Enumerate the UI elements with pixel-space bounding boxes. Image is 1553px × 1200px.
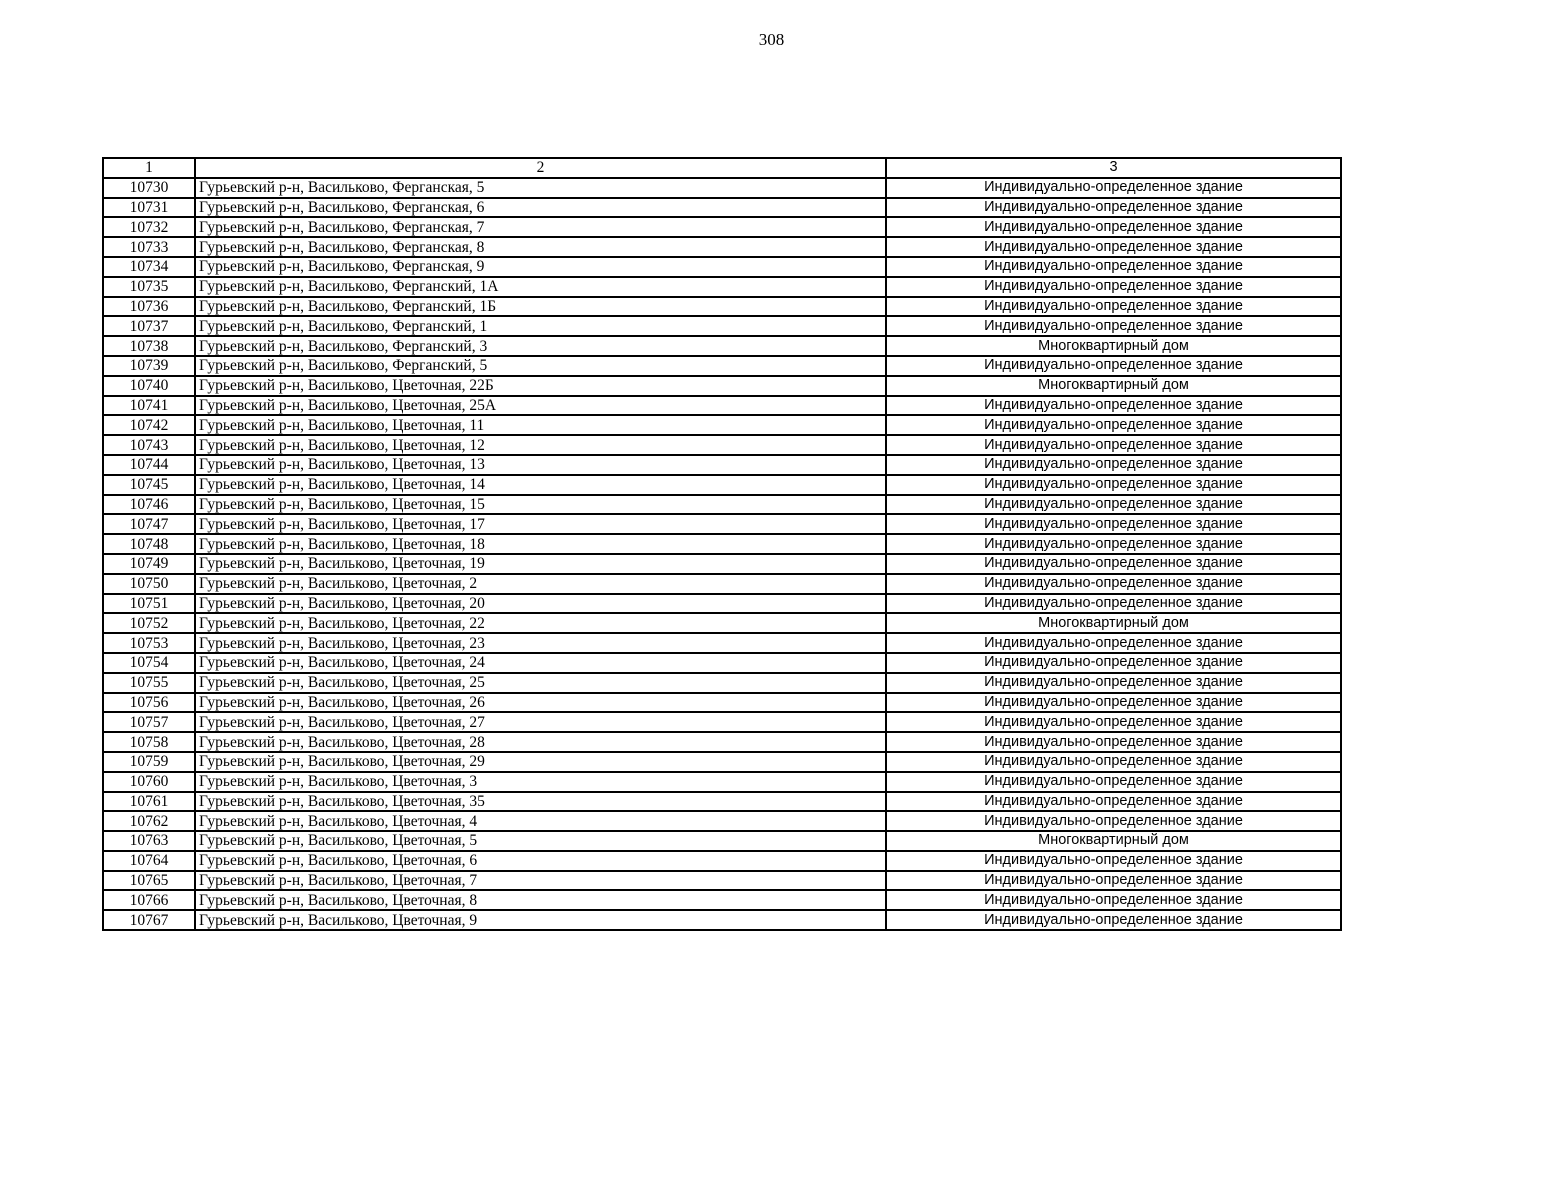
- object-type-cell: Индивидуально-определенное здание: [886, 514, 1341, 534]
- table-row: [103, 237, 1341, 257]
- address-cell: Гурьевский р-н, Васильково, Ферганская, 6: [195, 198, 886, 218]
- row-number-cell: 10738: [103, 336, 195, 356]
- row-number-cell: 10749: [103, 554, 195, 574]
- table-row: [103, 396, 1341, 416]
- table-row: [103, 554, 1341, 574]
- address-cell: Гурьевский р-н, Васильково, Цветочная, 18: [195, 534, 886, 554]
- address-cell: Гурьевский р-н, Васильково, Цветочная, 9: [195, 910, 886, 930]
- address-cell: Гурьевский р-н, Васильково, Ферганская, 8: [195, 237, 886, 257]
- object-type-cell: Индивидуально-определенное здание: [886, 673, 1341, 693]
- table-row: [103, 712, 1341, 732]
- table-row: [103, 475, 1341, 495]
- table-row: [103, 495, 1341, 515]
- row-number-cell: 10734: [103, 257, 195, 277]
- row-number-cell: 10764: [103, 851, 195, 871]
- row-number-cell: 10765: [103, 871, 195, 891]
- address-cell: Гурьевский р-н, Васильково, Цветочная, 19: [195, 554, 886, 574]
- row-number-cell: 10756: [103, 693, 195, 713]
- object-type-cell: Многоквартирный дом: [886, 613, 1341, 633]
- address-cell: Гурьевский р-н, Васильково, Цветочная, 4: [195, 811, 886, 831]
- property-registry-table: [102, 157, 1342, 931]
- object-type-cell: Индивидуально-определенное здание: [886, 198, 1341, 218]
- object-type-cell: Индивидуально-определенное здание: [886, 890, 1341, 910]
- table-row: [103, 890, 1341, 910]
- row-number-cell: 10735: [103, 277, 195, 297]
- object-type-cell: Индивидуально-определенное здание: [886, 415, 1341, 435]
- row-number-cell: 10754: [103, 653, 195, 673]
- table-row: [103, 594, 1341, 614]
- row-number-cell: 10766: [103, 890, 195, 910]
- address-cell: Гурьевский р-н, Васильково, Ферганская, 5: [195, 178, 886, 198]
- row-number-cell: 10731: [103, 198, 195, 218]
- row-number-cell: 10736: [103, 297, 195, 317]
- table-row: [103, 871, 1341, 891]
- row-number-cell: 10741: [103, 396, 195, 416]
- object-type-cell: Индивидуально-определенное здание: [886, 435, 1341, 455]
- address-cell: Гурьевский р-н, Васильково, Цветочная, 20: [195, 594, 886, 614]
- table-row: [103, 198, 1341, 218]
- object-type-cell: Индивидуально-определенное здание: [886, 910, 1341, 930]
- table-row: [103, 376, 1341, 396]
- object-type-cell: Индивидуально-определенное здание: [886, 752, 1341, 772]
- row-number-cell: 10748: [103, 534, 195, 554]
- object-type-cell: Индивидуально-определенное здание: [886, 277, 1341, 297]
- address-cell: Гурьевский р-н, Васильково, Цветочная, 7: [195, 871, 886, 891]
- address-cell: Гурьевский р-н, Васильково, Цветочная, 12: [195, 435, 886, 455]
- address-cell: Гурьевский р-н, Васильково, Цветочная, 22Б: [195, 376, 886, 396]
- row-number-cell: 10744: [103, 455, 195, 475]
- row-number-cell: 10760: [103, 772, 195, 792]
- object-type-cell: Индивидуально-определенное здание: [886, 772, 1341, 792]
- row-number-cell: 10757: [103, 712, 195, 732]
- table-row: [103, 574, 1341, 594]
- table-row: [103, 851, 1341, 871]
- address-cell: Гурьевский р-н, Васильково, Цветочная, 5: [195, 831, 886, 851]
- table-row: [103, 217, 1341, 237]
- object-type-cell: Индивидуально-определенное здание: [886, 297, 1341, 317]
- object-type-cell: Индивидуально-определенное здание: [886, 316, 1341, 336]
- address-cell: Гурьевский р-н, Васильково, Цветочная, 28: [195, 732, 886, 752]
- table-row: [103, 514, 1341, 534]
- table-row: [103, 752, 1341, 772]
- table-header-row: [103, 158, 1341, 178]
- address-cell: Гурьевский р-н, Васильково, Ферганский, 3: [195, 336, 886, 356]
- address-cell: Гурьевский р-н, Васильково, Цветочная, 27: [195, 712, 886, 732]
- address-cell: Гурьевский р-н, Васильково, Цветочная, 35: [195, 792, 886, 812]
- table-row: [103, 435, 1341, 455]
- object-type-cell: Индивидуально-определенное здание: [886, 693, 1341, 713]
- row-number-cell: 10758: [103, 732, 195, 752]
- address-cell: Гурьевский р-н, Васильково, Ферганский, 5: [195, 356, 886, 376]
- row-number-cell: 10762: [103, 811, 195, 831]
- table-row: [103, 415, 1341, 435]
- table-row: [103, 534, 1341, 554]
- row-number-cell: 10753: [103, 633, 195, 653]
- address-cell: Гурьевский р-н, Васильково, Цветочная, 24: [195, 653, 886, 673]
- object-type-cell: Индивидуально-определенное здание: [886, 396, 1341, 416]
- row-number-cell: 10743: [103, 435, 195, 455]
- object-type-cell: Индивидуально-определенное здание: [886, 792, 1341, 812]
- address-cell: Гурьевский р-н, Васильково, Цветочная, 25А: [195, 396, 886, 416]
- address-cell: Гурьевский р-н, Васильково, Цветочная, 17: [195, 514, 886, 534]
- table-row: [103, 257, 1341, 277]
- table-row: [103, 673, 1341, 693]
- table-row: [103, 613, 1341, 633]
- object-type-cell: Индивидуально-определенное здание: [886, 554, 1341, 574]
- table-row: [103, 811, 1341, 831]
- object-type-cell: Индивидуально-определенное здание: [886, 732, 1341, 752]
- object-type-cell: Индивидуально-определенное здание: [886, 475, 1341, 495]
- row-number-cell: 10737: [103, 316, 195, 336]
- row-number-cell: 10747: [103, 514, 195, 534]
- table-row: [103, 910, 1341, 930]
- row-number-cell: 10740: [103, 376, 195, 396]
- address-cell: Гурьевский р-н, Васильково, Цветочная, 8: [195, 890, 886, 910]
- address-cell: Гурьевский р-н, Васильково, Ферганская, 9: [195, 257, 886, 277]
- table-row: [103, 455, 1341, 475]
- object-type-cell: Индивидуально-определенное здание: [886, 534, 1341, 554]
- table-row: [103, 316, 1341, 336]
- address-cell: Гурьевский р-н, Васильково, Цветочная, 29: [195, 752, 886, 772]
- column-header-3: 3: [886, 158, 1341, 178]
- address-cell: Гурьевский р-н, Васильково, Ферганский, 1А: [195, 277, 886, 297]
- row-number-cell: 10730: [103, 178, 195, 198]
- object-type-cell: Индивидуально-определенное здание: [886, 217, 1341, 237]
- table-row: [103, 693, 1341, 713]
- address-cell: Гурьевский р-н, Васильково, Цветочная, 3: [195, 772, 886, 792]
- object-type-cell: Индивидуально-определенное здание: [886, 811, 1341, 831]
- table-row: [103, 277, 1341, 297]
- object-type-cell: Индивидуально-определенное здание: [886, 851, 1341, 871]
- address-cell: Гурьевский р-н, Васильково, Ферганская, 7: [195, 217, 886, 237]
- address-cell: Гурьевский р-н, Васильково, Цветочная, 11: [195, 415, 886, 435]
- object-type-cell: Индивидуально-определенное здание: [886, 495, 1341, 515]
- address-cell: Гурьевский р-н, Васильково, Цветочная, 25: [195, 673, 886, 693]
- table-row: [103, 772, 1341, 792]
- object-type-cell: Индивидуально-определенное здание: [886, 574, 1341, 594]
- address-cell: Гурьевский р-н, Васильково, Цветочная, 26: [195, 693, 886, 713]
- table-row: [103, 732, 1341, 752]
- page-number: 308: [758, 30, 785, 49]
- address-cell: Гурьевский р-н, Васильково, Цветочная, 15: [195, 495, 886, 515]
- table-row: [103, 633, 1341, 653]
- address-cell: Гурьевский р-н, Васильково, Цветочная, 22: [195, 613, 886, 633]
- table-body: [103, 158, 1341, 930]
- table-row: [103, 178, 1341, 198]
- object-type-cell: Многоквартирный дом: [886, 831, 1341, 851]
- object-type-cell: Индивидуально-определенное здание: [886, 178, 1341, 198]
- table-row: [103, 831, 1341, 851]
- address-cell: Гурьевский р-н, Васильково, Цветочная, 2: [195, 574, 886, 594]
- row-number-cell: 10759: [103, 752, 195, 772]
- row-number-cell: 10751: [103, 594, 195, 614]
- table-row: [103, 297, 1341, 317]
- row-number-cell: 10732: [103, 217, 195, 237]
- object-type-cell: Многоквартирный дом: [886, 376, 1341, 396]
- address-cell: Гурьевский р-н, Васильково, Цветочная, 13: [195, 455, 886, 475]
- row-number-cell: 10742: [103, 415, 195, 435]
- row-number-cell: 10755: [103, 673, 195, 693]
- row-number-cell: 10763: [103, 831, 195, 851]
- column-header-2: 2: [195, 158, 886, 178]
- object-type-cell: Индивидуально-определенное здание: [886, 633, 1341, 653]
- address-cell: Гурьевский р-н, Васильково, Цветочная, 23: [195, 633, 886, 653]
- column-header-1: 1: [103, 158, 195, 178]
- row-number-cell: 10745: [103, 475, 195, 495]
- object-type-cell: Индивидуально-определенное здание: [886, 712, 1341, 732]
- row-number-cell: 10767: [103, 910, 195, 930]
- row-number-cell: 10746: [103, 495, 195, 515]
- address-cell: Гурьевский р-н, Васильково, Цветочная, 14: [195, 475, 886, 495]
- object-type-cell: Индивидуально-определенное здание: [886, 257, 1341, 277]
- row-number-cell: 10752: [103, 613, 195, 633]
- table-row: [103, 792, 1341, 812]
- row-number-cell: 10750: [103, 574, 195, 594]
- address-cell: Гурьевский р-н, Васильково, Цветочная, 6: [195, 851, 886, 871]
- row-number-cell: 10761: [103, 792, 195, 812]
- row-number-cell: 10733: [103, 237, 195, 257]
- address-cell: Гурьевский р-н, Васильково, Ферганский, 1: [195, 316, 886, 336]
- object-type-cell: Индивидуально-определенное здание: [886, 594, 1341, 614]
- object-type-cell: Индивидуально-определенное здание: [886, 455, 1341, 475]
- address-cell: Гурьевский р-н, Васильково, Ферганский, 1Б: [195, 297, 886, 317]
- object-type-cell: Многоквартирный дом: [886, 336, 1341, 356]
- object-type-cell: Индивидуально-определенное здание: [886, 871, 1341, 891]
- object-type-cell: Индивидуально-определенное здание: [886, 356, 1341, 376]
- object-type-cell: Индивидуально-определенное здание: [886, 653, 1341, 673]
- table-row: [103, 356, 1341, 376]
- table-row: [103, 336, 1341, 356]
- object-type-cell: Индивидуально-определенное здание: [886, 237, 1341, 257]
- table-row: [103, 653, 1341, 673]
- row-number-cell: 10739: [103, 356, 195, 376]
